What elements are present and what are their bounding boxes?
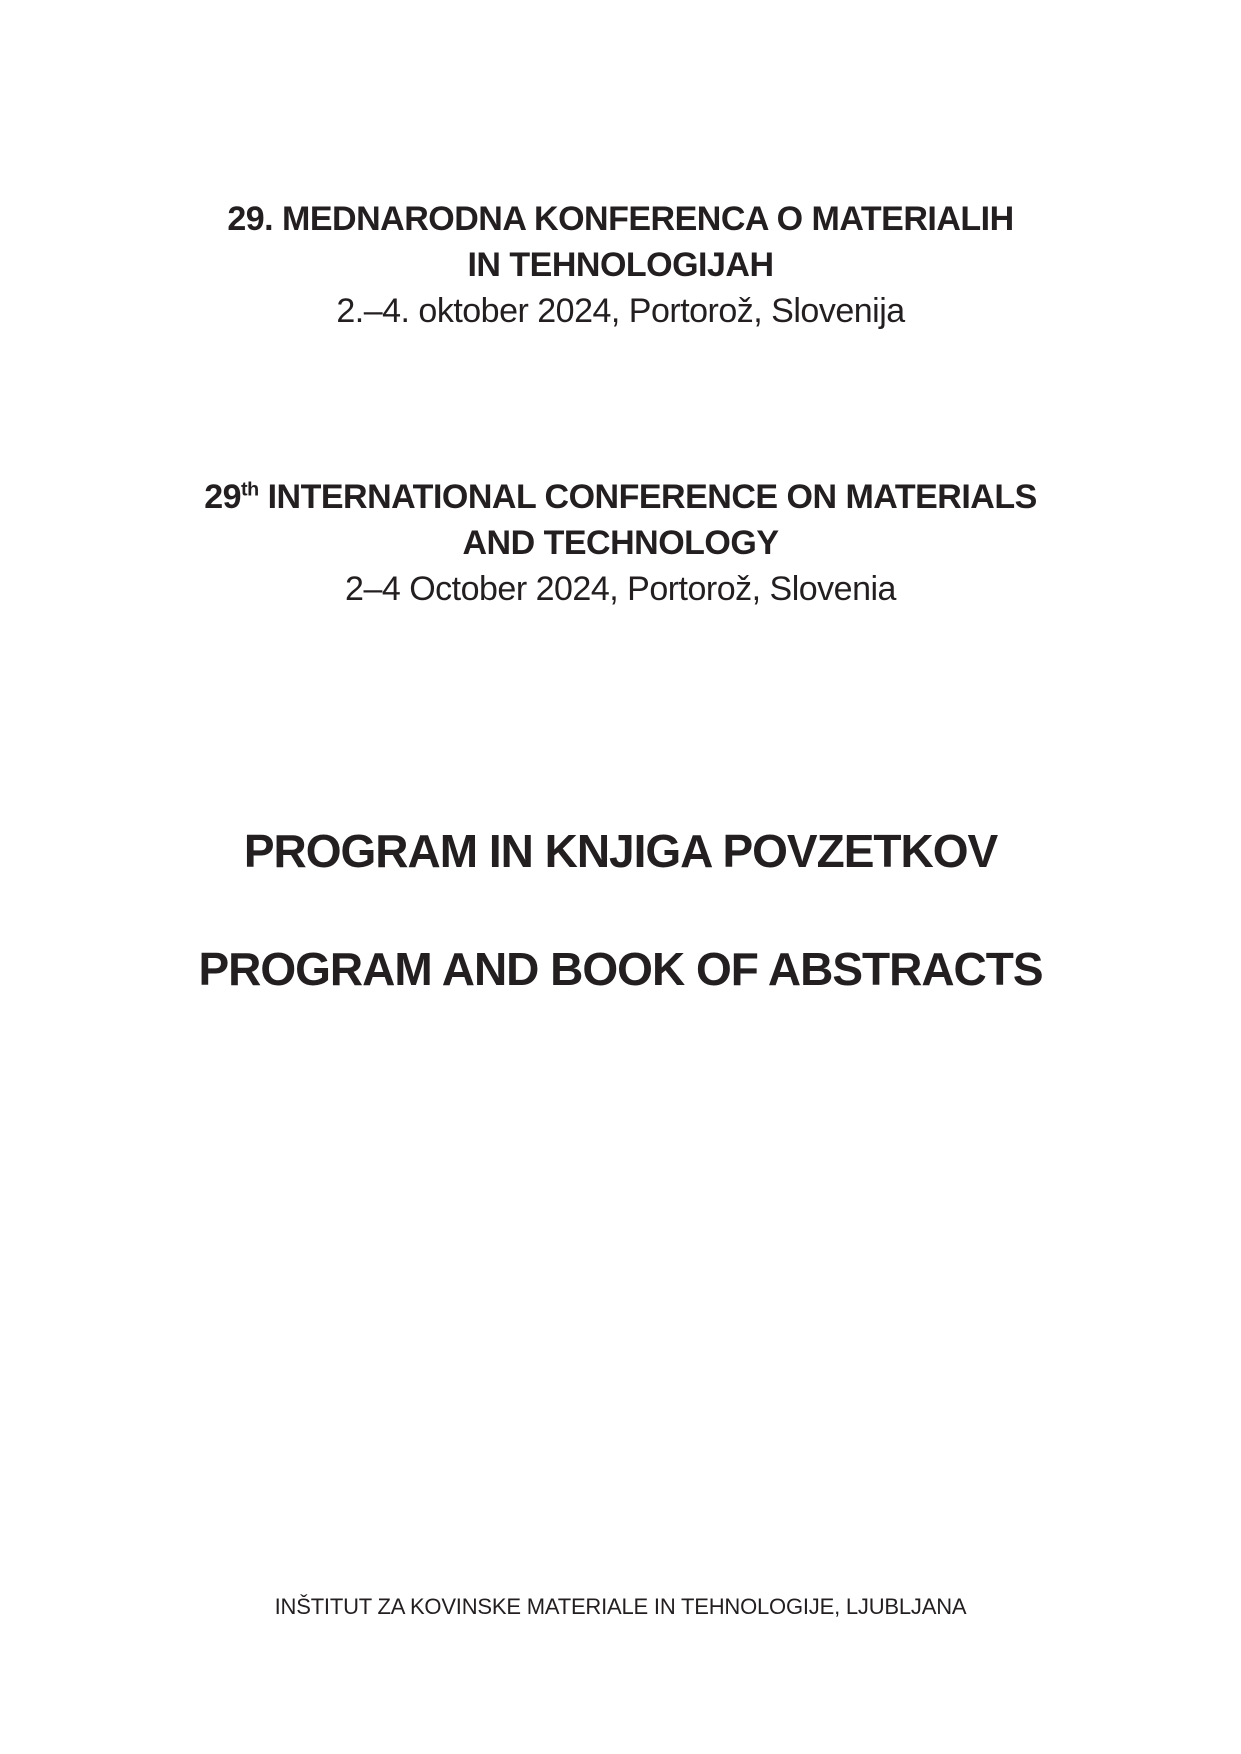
slovenian-title-line2: IN TEHNOLOGIJAH [467, 246, 774, 284]
conference-number: 29 [204, 478, 242, 516]
english-conference-header [0, 474, 1241, 612]
main-title-slovenian: PROGRAM IN KNJIGA POVZETKOV [243, 825, 998, 877]
english-title-line1 [0, 474, 1241, 520]
main-title-english: PROGRAM AND BOOK OF ABSTRACTS [198, 943, 1043, 995]
publisher-line: INŠTITUT ZA KOVINSKE MATERIALE IN TEHNOLOGIJE, LJUBLJANA [274, 1594, 967, 1619]
english-title-rest: INTERNATIONAL CONFERENCE ON MATERIALS [258, 478, 1037, 516]
slovenian-conference-header [0, 196, 1241, 334]
english-title-line2: AND TECHNOLOGY [462, 524, 779, 562]
slovenian-title-line1: 29. MEDNARODNA KONFERENCA O MATERIALIH [227, 200, 1014, 238]
english-date-line: 2–4 October 2024, Portorož, Slovenia [345, 570, 896, 608]
ordinal-superscript: th [241, 478, 259, 501]
slovenian-date-line: 2.–4. oktober 2024, Portorož, Slovenija [336, 292, 905, 330]
